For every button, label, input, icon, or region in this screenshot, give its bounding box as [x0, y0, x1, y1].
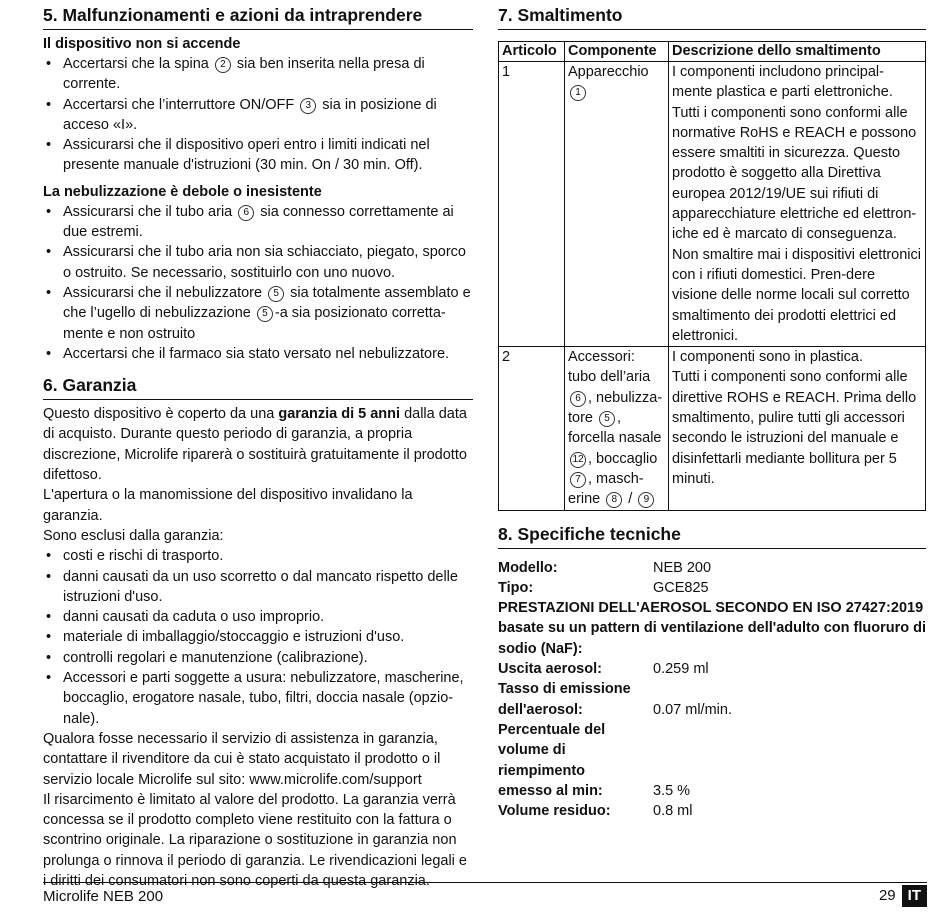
section-5-title: 5. Malfunzionamenti e azioni da intraprendere [43, 0, 473, 30]
language-badge: IT [902, 885, 927, 907]
spec-list [498, 558, 926, 599]
table-row [499, 347, 926, 510]
section-7-title: 7. Smaltimento [498, 0, 926, 30]
spec-key: Tipo: [498, 579, 534, 596]
fault-heading-weak-nebulization: La nebulizzazione è debole o inesistente [43, 183, 322, 200]
warranty-paragraph: L'apertura o la manomissione del dispositivo invalidano la garanzia. [43, 487, 413, 524]
fault-list-no-power [43, 54, 473, 176]
list-item: • Accertarsi che il farmaco sia stato versato nel nebulizzatore. [43, 344, 473, 364]
table-header: Componente [565, 42, 669, 62]
warranty-paragraph: Il risarcimento è limitato al valore del prodotto. La garanzia verrà concessa se il prodotto completo viene restituito con la fattura o scontrino originale. La riparazione o sostituzione in garanzia non prolunga o rinnova il periodo di garanzia. Le rivendicazioni legali e i diritti dei consumatori non sono coperti da questa garanzia. [43, 791, 467, 889]
spec-key: Modello: [498, 559, 558, 576]
part-number-icon: 5 [599, 411, 615, 427]
right-column [498, 0, 926, 821]
list-item: • Assicurarsi che il tubo aria 6 sia connesso correttamente ai due estremi. [43, 202, 473, 243]
part-number-icon: 12 [570, 452, 586, 468]
spec-value: 0.8 ml [653, 803, 693, 820]
table-cell: Apparecchio 1 [565, 62, 669, 347]
warranty-paragraph: Qualora fosse necessario il servizio di assistenza in garanzia, contattare il rivenditore da cui è stato acquistato il prodotto o il servizio locale Microlife sul sito: www.microlife.com/support [43, 730, 441, 788]
spec-value: NEB 200 [653, 559, 712, 576]
part-number-icon: 2 [215, 57, 231, 73]
footer-page-info [879, 885, 927, 907]
table-cell: I componenti includono principal-mente plastica e parti elettroniche. Tutti i componenti sono conformi alle normative RoHS e REACH e possono essere smaltiti in sicurezza. Questo prodotto è soggetto alla Direttiva europea 2012/19/UE sui rifiuti di apparecchiature elettriche ed elettron-iche ed è marcato di conseguenza. Non smaltire mai i dispositivi elettronici con i rifiuti domestici. Pren-dere visione delle norme locali sul corretto smaltimento dei prodotti elettrici ed elettronici. [669, 62, 926, 347]
table-cell: 1 [499, 62, 565, 347]
list-item: • Assicurarsi che il dispositivo operi entro i limiti indicati nel presente manuale d'istruzioni (30 min. On / 30 min. Off). [43, 135, 473, 176]
spec-value: 3.5 % [653, 782, 691, 799]
part-number-icon: 3 [300, 98, 316, 114]
fault-heading-no-power: Il dispositivo non si accende [43, 36, 241, 52]
part-number-icon: 5 [268, 286, 284, 302]
table-cell: Accessori: tubo dell’aria 6 , nebulizza-tore 5 , forcella nasale 12 , boccaglio 7 , masch-erine 8 / 9 [565, 347, 669, 510]
part-number-icon: 5 [257, 306, 273, 322]
list-item: • Assicurarsi che il nebulizzatore 5 sia totalmente assemblato e che l’ugello di nebulizzazione 5 -a sia posizionato corretta-mente e non ostruito [43, 283, 473, 344]
spec-value: GCE825 [653, 579, 709, 596]
list-item: • Accessori e parti soggette a usura: nebulizzatore, mascherine, boccaglio, erogatore nasale, tubo, filtri, doccia nasale (opzio-nale). [43, 668, 473, 729]
table-row [499, 62, 926, 347]
list-item: • Accertarsi che l’interruttore ON/OFF 3 sia in posizione di acceso «I». [43, 95, 473, 136]
left-column [43, 0, 473, 891]
part-number-icon: 8 [606, 492, 622, 508]
table-cell: 2 [499, 347, 565, 510]
part-number-icon: 9 [638, 492, 654, 508]
spec-key: Uscita aerosol: [498, 661, 602, 678]
list-item: • danni causati da caduta o uso improprio. [43, 607, 473, 627]
part-number-icon: 1 [570, 85, 586, 101]
list-item: • danni causati da un uso scorretto o dal mancato rispetto delle istruzioni d'uso. [43, 567, 473, 608]
warranty-paragraph: Questo dispositivo è coperto da una garanzia di 5 anni dalla data di acquisto. Durante questo periodo di garanzia, a propria discrezione, Microlife riparerà o sostituirà gratuitamente il prodotto difettoso. [43, 406, 467, 484]
warranty-paragraph: Sono esclusi dalla garanzia: [43, 527, 224, 544]
page-number: 29 [878, 887, 896, 904]
section-8-title: 8. Specifiche tecniche [498, 519, 926, 549]
list-item: • costi e rischi di trasporto. [43, 546, 473, 566]
spec-value: 0.259 ml [653, 661, 709, 678]
warranty-exclusions-list [43, 546, 473, 729]
table-header: Descrizione dello smaltimento [669, 42, 926, 62]
spec-key: Percentuale del volume di riempimento emesso al min: [498, 721, 606, 799]
aerosol-performance-heading: PRESTAZIONI DELL'AEROSOL SECONDO EN ISO 27427:2019 basate su un pattern di ventilazione dell'adulto con fluoruro di sodio (NaF): [498, 600, 927, 657]
spec-key: Volume residuo: [498, 803, 611, 820]
list-item: • controlli regolari e manutenzione (calibrazione). [43, 648, 473, 668]
spec-value: 0.07 ml/min. [653, 701, 732, 718]
part-number-icon: 6 [238, 205, 254, 221]
part-number-icon: 6 [570, 391, 586, 407]
disposal-table [498, 41, 926, 511]
spec-key: Tasso di emissione dell'aerosol: [498, 681, 631, 718]
table-header-row [499, 42, 926, 62]
part-number-icon: 7 [570, 472, 586, 488]
page-footer [43, 882, 927, 905]
fault-list-weak-nebulization [43, 202, 473, 364]
section-6-title: 6. Garanzia [43, 370, 473, 400]
table-header: Articolo [499, 42, 565, 62]
footer-product-name: Microlife NEB 200 [43, 888, 164, 905]
list-item: • Accertarsi che la spina 2 sia ben inserita nella presa di corrente. [43, 54, 473, 95]
spec-list [498, 659, 926, 821]
list-item: • materiale di imballaggio/stoccaggio e istruzioni d'uso. [43, 627, 473, 647]
list-item: • Assicurarsi che il tubo aria non sia schiacciato, piegato, sporco o ostruito. Se necessario, sostituirlo con uno nuovo. [43, 242, 473, 283]
table-cell: I componenti sono in plastica. Tutti i componenti sono conformi alle direttive ROHS e REACH. Prima dello smaltimento, pulire tutti gli accessori secondo le istruzioni del manuale e disinfettarli mediante bollitura per 5 minuti. [669, 347, 926, 510]
